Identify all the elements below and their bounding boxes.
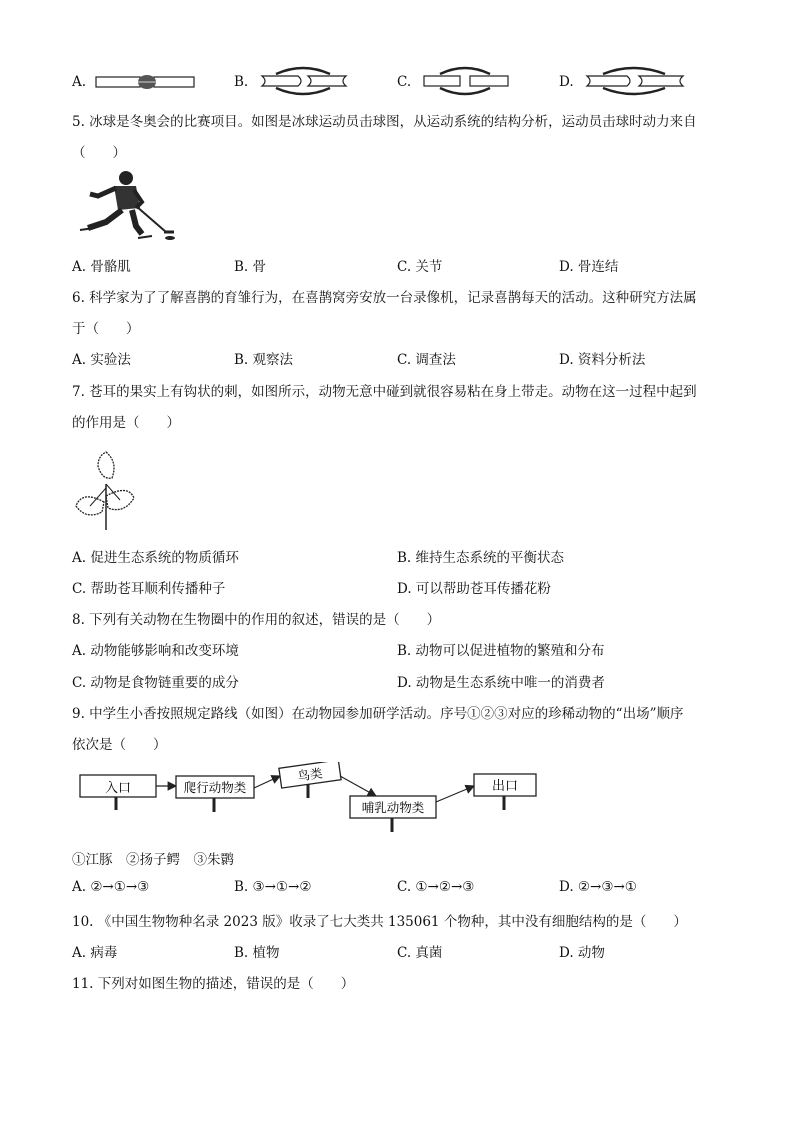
q5-option-d[interactable]: D. 骨连结 xyxy=(559,259,619,275)
q4-option-b-label: B. xyxy=(234,74,249,90)
q9-option-b[interactable]: B. ③→①→② xyxy=(234,879,312,895)
q4-option-d-label: D. xyxy=(559,74,574,90)
q4-option-c-label: C. xyxy=(397,74,412,90)
q9-option-c[interactable]: C. ①→②→③ xyxy=(397,879,475,895)
q7-option-a[interactable]: A. 促进生态系统的物质循环 xyxy=(72,550,239,566)
q9-option-d[interactable]: D. ②→③→① xyxy=(559,879,637,895)
q5-stem-line1: 5. 冰球是冬奥会的比赛项目。如图是冰球运动员击球图，从运动系统的结构分析，运动员击球时动力来自 xyxy=(72,114,697,130)
q10-option-c[interactable]: C. 真菌 xyxy=(397,945,443,961)
q4-option-d-joint-image xyxy=(583,64,687,98)
q8-option-c[interactable]: C. 动物是食物链重要的成分 xyxy=(72,675,239,691)
q6-option-b[interactable]: B. 观察法 xyxy=(234,352,294,368)
q9-animal-list: ①江豚 ②扬子鳄 ③朱鹮 xyxy=(72,852,234,868)
q6-stem-line1: 6. 科学家为了了解喜鹊的育雏行为，在喜鹊窝旁安放一台录像机，记录喜鹊每天的活动。这种研究方法属 xyxy=(72,290,697,306)
q10-option-d[interactable]: D. 动物 xyxy=(559,945,605,961)
q9-stem-line2: 依次是（ ） xyxy=(72,737,167,753)
q10-option-a[interactable]: A. 病毒 xyxy=(72,945,118,961)
q7-stem-line1: 7. 苍耳的果实上有钩状的刺，如图所示，动物无意中碰到就很容易粘在身上带走。动物在这一过程中起到 xyxy=(72,384,697,400)
q5-option-a[interactable]: A. 骨骼肌 xyxy=(72,259,131,275)
q8-option-b[interactable]: B. 动物可以促进植物的繁殖和分布 xyxy=(397,643,605,659)
ice-hockey-player-image xyxy=(70,166,180,244)
q7-stem-line2: 的作用是（ ） xyxy=(72,415,180,431)
q7-option-d[interactable]: D. 可以帮助苍耳传播花粉 xyxy=(397,581,551,597)
sign-mammal: 哺乳动物类 xyxy=(361,800,425,815)
q8-option-a[interactable]: A. 动物能够影响和改变环境 xyxy=(72,643,239,659)
q6-option-c[interactable]: C. 调查法 xyxy=(397,352,456,368)
sign-reptile: 爬行动物类 xyxy=(183,780,247,795)
sign-bird: 鸟类 xyxy=(296,765,324,784)
q4-option-c-joint-image xyxy=(420,64,512,98)
q6-stem-line2: 于（ ） xyxy=(72,321,140,337)
q6-option-a[interactable]: A. 实验法 xyxy=(72,352,131,368)
sign-exit: 出口 xyxy=(491,779,519,794)
q9-option-a[interactable]: A. ②→①→③ xyxy=(72,879,150,895)
q5-option-b[interactable]: B. 骨 xyxy=(234,259,267,275)
q4-option-b-joint-image xyxy=(258,64,350,98)
q8-option-d[interactable]: D. 动物是生态系统中唯一的消费者 xyxy=(397,675,605,691)
q5-stem-line2: （ ） xyxy=(72,145,126,161)
q9-stem-line1: 9. 中学生小香按照规定路线（如图）在动物园参加研学活动。序号①②③对应的珍稀动物的“出场”顺序 xyxy=(72,706,684,722)
cocklebur-image xyxy=(72,444,138,532)
q11-stem: 11. 下列对如图生物的描述，错误的是（ ） xyxy=(72,976,355,992)
q4-option-a-joint-image xyxy=(94,68,198,96)
q8-stem: 8. 下列有关动物在生物圈中的作用的叙述，错误的是（ ） xyxy=(72,612,441,628)
q4-option-a-label: A. xyxy=(72,74,87,90)
sign-entrance: 入口 xyxy=(104,781,132,796)
q6-option-d[interactable]: D. 资料分析法 xyxy=(559,352,646,368)
q10-option-b[interactable]: B. 植物 xyxy=(234,945,280,961)
q10-stem: 10. 《中国生物物种名录 2023 版》收录了七大类共 135061 个物种，其中没有细胞结构的是（ ） xyxy=(72,914,687,930)
q5-option-c[interactable]: C. 关节 xyxy=(397,259,443,275)
q7-option-c[interactable]: C. 帮助苍耳顺利传播种子 xyxy=(72,581,226,597)
zoo-route-diagram xyxy=(76,762,546,836)
q7-option-b[interactable]: B. 维持生态系统的平衡状态 xyxy=(397,550,565,566)
